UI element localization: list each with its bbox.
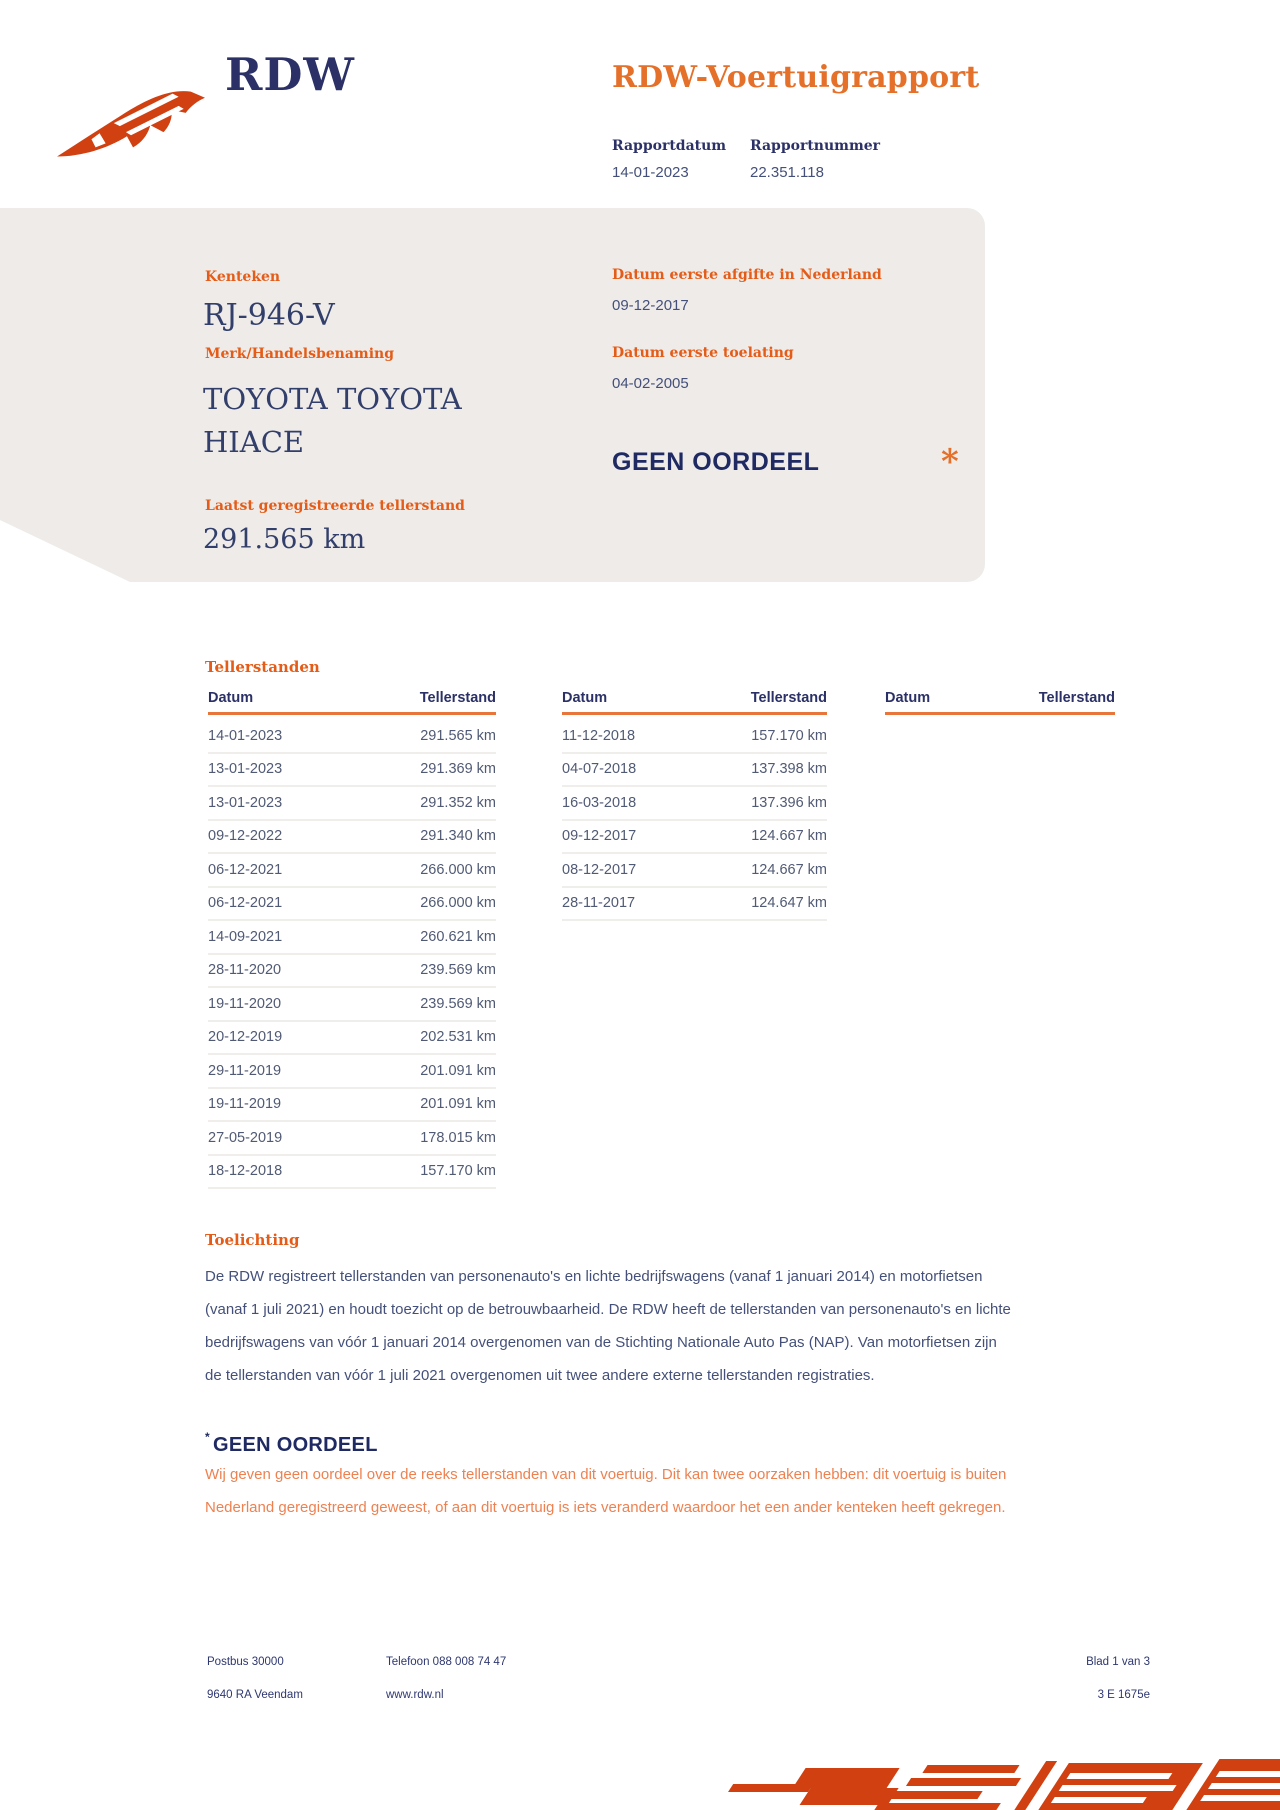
row-tellerstand: 201.091 km: [420, 1062, 496, 1079]
eerste-toelating-label: Datum eerste toelating: [612, 345, 794, 361]
table-row: [208, 988, 496, 1022]
row-datum: 14-01-2023: [208, 727, 283, 744]
laatste-tellerstand-value: 291.565 km: [203, 524, 366, 555]
asterisk-mark: *: [205, 1430, 210, 1444]
merk-value: TOYOTA TOYOTA HIACE: [203, 382, 462, 459]
row-tellerstand: 239.569 km: [420, 995, 496, 1012]
tellerstanden-column-1: [208, 690, 496, 1189]
row-tellerstand: 201.091 km: [420, 1096, 496, 1113]
row-tellerstand: 124.647 km: [751, 895, 827, 912]
row-tellerstand: 291.352 km: [420, 794, 496, 811]
row-tellerstand: 266.000 km: [420, 861, 496, 878]
row-datum: 06-12-2021: [208, 861, 283, 878]
report-date-label: Rapportdatum: [612, 138, 727, 154]
row-datum: 06-12-2021: [208, 895, 283, 912]
geen-oordeel-heading: [205, 1430, 378, 1457]
tellerstanden-column-3: [885, 690, 1115, 720]
table-row: [208, 955, 496, 989]
verdict-asterisk: *: [941, 442, 959, 482]
row-datum: 28-11-2017: [562, 895, 636, 912]
table-body: [208, 720, 496, 1189]
row-tellerstand: 260.621 km: [420, 928, 496, 945]
table-row: [208, 888, 496, 922]
row-datum: 29-11-2019: [208, 1062, 282, 1079]
row-tellerstand: 202.531 km: [420, 1029, 496, 1046]
footer-website: www.rdw.nl: [386, 1689, 444, 1701]
footer-form-code: 3 E 1675e: [1097, 1689, 1150, 1701]
row-tellerstand: 291.369 km: [420, 761, 496, 778]
report-number-value: 22.351.118: [750, 164, 824, 181]
row-datum: 09-12-2022: [208, 828, 283, 845]
row-tellerstand: 137.396 km: [751, 794, 827, 811]
footer-address-line2: 9640 RA Veendam: [207, 1689, 303, 1701]
rdw-logo-text: RDW: [225, 48, 355, 101]
row-datum: 16-03-2018: [562, 794, 637, 811]
table-row: [208, 1089, 496, 1123]
row-datum: 19-11-2019: [208, 1096, 282, 1113]
table-row: [208, 1156, 496, 1190]
tellerstanden-heading: Tellerstanden: [205, 658, 320, 676]
datum-column-header: Datum: [208, 690, 254, 706]
rdw-stripes-graphic: [712, 1752, 1280, 1810]
row-tellerstand: 157.170 km: [420, 1163, 496, 1180]
footer-phone: Telefoon 088 008 74 47: [386, 1656, 507, 1668]
row-tellerstand: 266.000 km: [420, 895, 496, 912]
tellerstanden-column-2: [562, 690, 827, 921]
table-body: [562, 720, 827, 921]
table-row: [208, 821, 496, 855]
table-row: [208, 1022, 496, 1056]
row-tellerstand: 137.398 km: [751, 761, 827, 778]
row-datum: 28-11-2020: [208, 962, 282, 979]
row-datum: 20-12-2019: [208, 1029, 283, 1046]
row-tellerstand: 239.569 km: [420, 962, 496, 979]
laatste-tellerstand-label: Laatst geregistreerde tellerstand: [205, 498, 465, 514]
geen-oordeel-body: Wij geven geen oordeel over de reeks tellerstanden van dit voertuig. Dit kan twee oorzaken hebben: dit voertuig is buiten Nederland geregistreerd geweest, of aan dit voertuig is iets veranderd waardoor het een ander kenteken heeft gekregen.: [205, 1466, 1007, 1516]
row-datum: 13-01-2023: [208, 794, 283, 811]
rdw-wing-logo-icon: [55, 76, 207, 160]
merk-label: Merk/Handelsbenaming: [205, 346, 395, 362]
table-row: [208, 720, 496, 754]
row-tellerstand: 157.170 km: [751, 727, 827, 744]
footer-page-number: Blad 1 van 3: [1086, 1656, 1150, 1668]
row-datum: 18-12-2018: [208, 1163, 283, 1180]
table-row: [208, 787, 496, 821]
row-tellerstand: 291.340 km: [420, 828, 496, 845]
table-row: [562, 854, 827, 888]
kenteken-value: RJ-946-V: [203, 298, 335, 333]
row-datum: 09-12-2017: [562, 828, 637, 845]
datum-column-header: Datum: [885, 690, 931, 706]
row-tellerstand: 291.565 km: [420, 727, 496, 744]
row-tellerstand: 124.667 km: [751, 828, 827, 845]
report-date-value: 14-01-2023: [612, 164, 689, 181]
row-datum: 19-11-2020: [208, 995, 282, 1012]
row-tellerstand: 178.015 km: [420, 1129, 496, 1146]
report-number-label: Rapportnummer: [750, 138, 881, 154]
table-header: [208, 690, 496, 715]
verdict-text: GEEN OORDEEL: [612, 448, 820, 476]
table-row: [208, 1122, 496, 1156]
table-row: [208, 1055, 496, 1089]
tellerstand-column-header: Tellerstand: [1038, 690, 1115, 706]
table-row: [562, 720, 827, 754]
row-datum: 13-01-2023: [208, 761, 283, 778]
row-datum: 04-07-2018: [562, 761, 637, 778]
toelichting-body: De RDW registreert tellerstanden van personenauto's en lichte bedrijfswagens (vanaf 1 januari 2014) en motorfietsen (vanaf 1 juli 2021) en houdt toezicht op de betrouwbaarheid. De RDW heeft de tellerstanden van personenauto's en lichte bedrijfswagens van vóór 1 januari 2014 overgenomen van de Stichting Nationale Auto Pas (NAP). Van motorfietsen zijn de tellerstanden van vóór 1 juli 2021 overgenomen uit twee andere externe tellerstanden registraties.: [205, 1268, 1011, 1384]
row-datum: 14-09-2021: [208, 928, 283, 945]
table-header: [885, 690, 1115, 715]
kenteken-label: Kenteken: [205, 269, 281, 285]
row-datum: 27-05-2019: [208, 1129, 283, 1146]
table-header: [562, 690, 827, 715]
table-row: [208, 854, 496, 888]
table-row: [562, 754, 827, 788]
table-row: [208, 921, 496, 955]
table-row: [562, 821, 827, 855]
eerste-afgifte-value: 09-12-2017: [612, 297, 689, 314]
footer-address-line1: Postbus 30000: [207, 1656, 284, 1668]
geen-oordeel-heading-text: GEEN OORDEEL: [212, 1434, 378, 1456]
tellerstand-column-header: Tellerstand: [750, 690, 827, 706]
row-datum: 08-12-2017: [562, 861, 637, 878]
eerste-afgifte-label: Datum eerste afgifte in Nederland: [612, 267, 882, 283]
table-row: [208, 754, 496, 788]
eerste-toelating-value: 04-02-2005: [612, 375, 689, 392]
tellerstand-column-header: Tellerstand: [419, 690, 496, 706]
row-tellerstand: 124.667 km: [751, 861, 827, 878]
datum-column-header: Datum: [562, 690, 608, 706]
table-row: [562, 888, 827, 922]
page-title: RDW-Voertuigrapport: [612, 60, 980, 95]
toelichting-heading: Toelichting: [205, 1231, 300, 1249]
table-row: [562, 787, 827, 821]
row-datum: 11-12-2018: [562, 727, 636, 744]
